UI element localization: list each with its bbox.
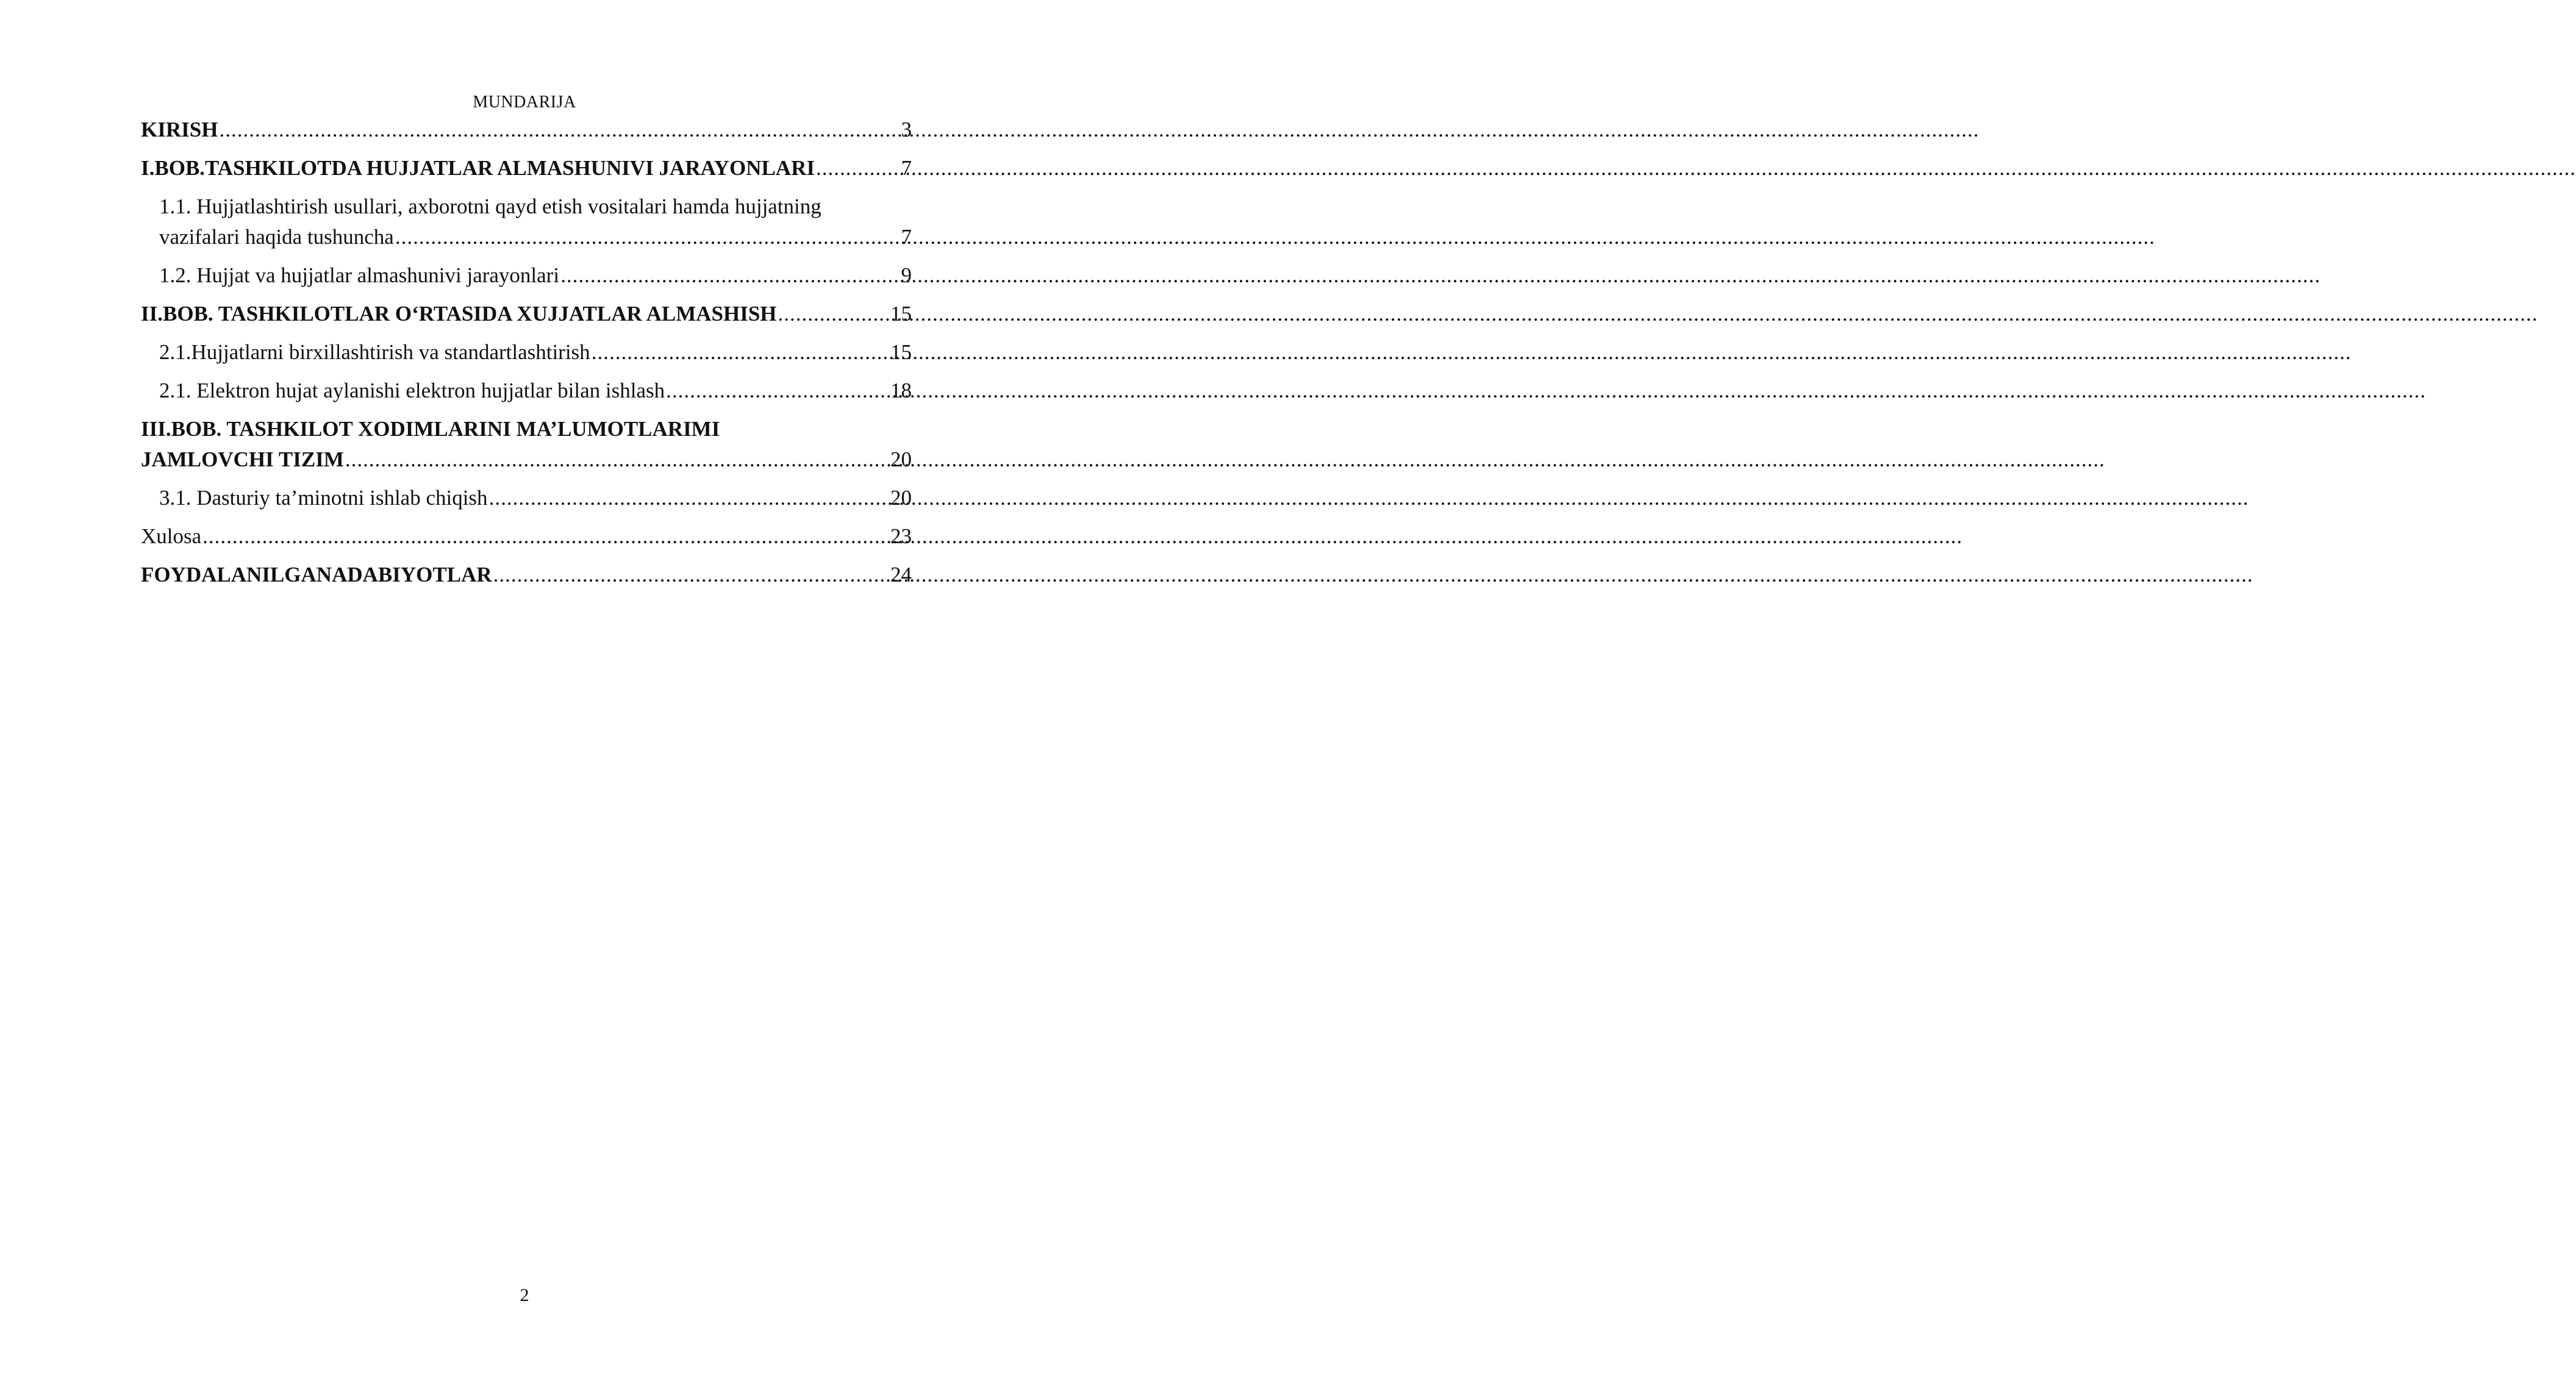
toc-entry-label: I.BOB.TASHKILOTDA HUJJATLAR ALMASHUNIVI JARAYONLARI	[141, 156, 815, 180]
toc-entry-label: 2.1. Elektron hujat aylanishi elektron hujjatlar bilan ishlash	[159, 379, 665, 402]
toc-entry-section-2-1[interactable]	[141, 337, 912, 368]
toc-entry-section-3-1[interactable]	[141, 483, 912, 513]
toc-entry-page: 20	[890, 486, 912, 510]
page-number: 2	[520, 1285, 529, 1305]
toc-entry-label: II.BOB. TASHKILOTLAR O‘RTASIDA XUJJATLAR ALMASHISH	[141, 302, 777, 326]
toc-entry-page: 23	[890, 524, 912, 548]
dot-leader	[344, 444, 888, 475]
toc-entry-chapter-2[interactable]	[141, 299, 912, 329]
toc-entry-page: 9	[901, 263, 912, 287]
toc-entry-label-line1: 1.1. Hujjatlashtirish usullari, axborotni qayd etish vositalari hamda hujjatning	[159, 194, 821, 218]
dot-leader	[590, 337, 888, 368]
toc-entry-section-1-2[interactable]	[141, 260, 912, 291]
dot-leader	[559, 260, 898, 291]
toc-entry-label-line2: JAMLOVCHI TIZIM	[141, 447, 344, 471]
dot-leader	[488, 483, 888, 513]
dot-leader	[815, 153, 899, 184]
toc-entry-page: 15	[890, 302, 912, 326]
toc-entry-label-line1: III.BOB. TASHKILOT XODIMLARINI MA’LUMOTLARIMI	[141, 417, 720, 441]
dot-leader	[201, 521, 888, 552]
toc-entry-page: 18	[890, 379, 912, 402]
toc-entry-page: 15	[890, 340, 912, 364]
toc-entry-page: 24	[890, 563, 912, 586]
toc-entry-label: 2.1.Hujjatlarni birxillashtirish va standartlashtirish	[159, 340, 590, 364]
toc-entry-label: KIRISH	[141, 118, 218, 141]
toc-entry-label: Xulosa	[141, 524, 202, 548]
toc-entry-label: 1.2. Hujjat va hujjatlar almashunivi jarayonlari	[159, 263, 560, 287]
dot-leader	[218, 115, 898, 145]
toc-entry-chapter-3[interactable]	[141, 414, 912, 475]
toc-entry-references[interactable]	[141, 560, 912, 590]
toc-entry-section-1-1[interactable]	[141, 191, 912, 252]
toc-entry-chapter-1[interactable]	[141, 153, 912, 184]
toc-entry-label: FOYDALANILGANADABIYOTLAR	[141, 563, 492, 586]
toc-entry-section-2-2[interactable]	[141, 376, 912, 406]
toc-entry-kirish[interactable]	[141, 115, 912, 145]
toc-entry-page: 7	[901, 156, 912, 180]
toc-entry-page: 20	[890, 447, 912, 471]
toc-entry-page: 7	[901, 225, 912, 249]
toc-entry-label-line2: vazifalari haqida tushuncha	[159, 225, 394, 249]
dot-leader	[492, 560, 888, 590]
toc-entry-xulosa[interactable]	[141, 521, 912, 552]
dot-leader	[665, 376, 888, 406]
document-page	[0, 0, 976, 1379]
table-of-contents	[141, 115, 912, 590]
toc-entry-label: 3.1. Dasturiy ta’minotni ishlab chiqish	[159, 486, 488, 510]
toc-title: MUNDARIJA	[473, 93, 576, 112]
toc-entry-page: 3	[901, 118, 912, 141]
dot-leader	[394, 222, 899, 252]
dot-leader	[777, 299, 888, 329]
